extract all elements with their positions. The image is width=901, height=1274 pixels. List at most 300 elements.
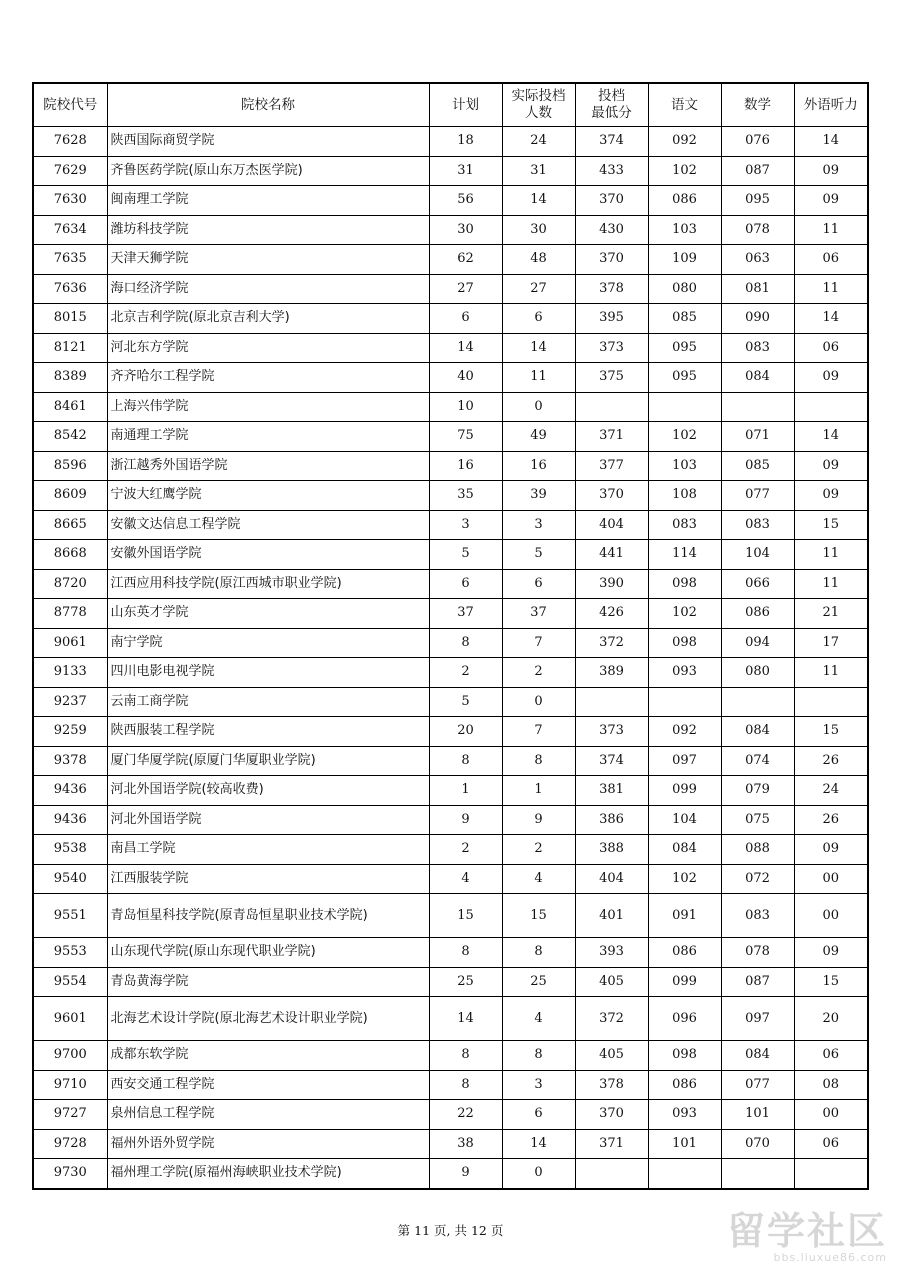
cell-math: 077 [721, 1070, 794, 1100]
cell-math: 104 [721, 540, 794, 570]
cell-actual: 2 [502, 658, 575, 688]
cell-code: 8461 [33, 392, 107, 422]
cell-chinese [648, 392, 721, 422]
cell-min-score: 388 [575, 835, 648, 865]
table-row [33, 569, 868, 599]
cell-min-score: 405 [575, 967, 648, 997]
cell-math: 083 [721, 510, 794, 540]
cell-listening [794, 1159, 868, 1189]
cell-name: 河北外国语学院 [107, 805, 429, 835]
cell-name: 江西服装学院 [107, 864, 429, 894]
cell-min-score: 405 [575, 1041, 648, 1071]
cell-chinese: 085 [648, 304, 721, 334]
cell-actual: 3 [502, 1070, 575, 1100]
cell-listening: 15 [794, 967, 868, 997]
cell-listening: 24 [794, 776, 868, 806]
cell-name: 云南工商学院 [107, 687, 429, 717]
header-chinese: 语文 [648, 83, 721, 127]
cell-min-score: 374 [575, 127, 648, 157]
header-row [33, 83, 868, 127]
cell-listening: 15 [794, 717, 868, 747]
header-actual [502, 83, 575, 127]
cell-name: 南昌工学院 [107, 835, 429, 865]
cell-code: 9727 [33, 1100, 107, 1130]
cell-chinese: 093 [648, 1100, 721, 1130]
cell-math: 076 [721, 127, 794, 157]
cell-plan: 2 [429, 835, 502, 865]
cell-listening: 09 [794, 156, 868, 186]
cell-code: 7636 [33, 274, 107, 304]
cell-name: 山东英才学院 [107, 599, 429, 629]
cell-plan: 8 [429, 628, 502, 658]
cell-plan: 9 [429, 1159, 502, 1189]
table-row [33, 938, 868, 968]
cell-actual: 6 [502, 1100, 575, 1130]
cell-plan: 18 [429, 127, 502, 157]
cell-listening: 21 [794, 599, 868, 629]
table-row [33, 540, 868, 570]
cell-listening: 11 [794, 569, 868, 599]
cell-plan: 37 [429, 599, 502, 629]
cell-min-score: 393 [575, 938, 648, 968]
cell-listening: 09 [794, 835, 868, 865]
cell-chinese: 102 [648, 599, 721, 629]
cell-chinese: 099 [648, 776, 721, 806]
cell-listening: 26 [794, 746, 868, 776]
cell-min-score: 375 [575, 363, 648, 393]
cell-code: 8596 [33, 451, 107, 481]
cell-math: 078 [721, 938, 794, 968]
cell-chinese: 086 [648, 186, 721, 216]
cell-math: 090 [721, 304, 794, 334]
cell-code: 7634 [33, 215, 107, 245]
cell-math: 084 [721, 1041, 794, 1071]
table-row [33, 1041, 868, 1071]
cell-code: 8121 [33, 333, 107, 363]
cell-min-score: 389 [575, 658, 648, 688]
cell-plan: 6 [429, 569, 502, 599]
cell-math: 097 [721, 997, 794, 1041]
cell-plan: 5 [429, 687, 502, 717]
cell-chinese: 109 [648, 245, 721, 275]
cell-chinese: 108 [648, 481, 721, 511]
cell-listening: 11 [794, 274, 868, 304]
cell-code: 8542 [33, 422, 107, 452]
cell-actual: 5 [502, 540, 575, 570]
cell-listening: 06 [794, 1129, 868, 1159]
cell-min-score: 395 [575, 304, 648, 334]
cell-plan: 6 [429, 304, 502, 334]
table-row [33, 333, 868, 363]
cell-listening: 20 [794, 997, 868, 1041]
cell-code: 9553 [33, 938, 107, 968]
cell-plan: 10 [429, 392, 502, 422]
cell-math [721, 392, 794, 422]
cell-actual: 7 [502, 628, 575, 658]
cell-plan: 8 [429, 1041, 502, 1071]
cell-chinese: 101 [648, 1129, 721, 1159]
page-footer: 第 11 页, 共 12 页 [397, 1223, 504, 1238]
cell-plan: 22 [429, 1100, 502, 1130]
cell-min-score: 370 [575, 186, 648, 216]
table-row [33, 717, 868, 747]
table-row [33, 599, 868, 629]
table-row [33, 894, 868, 938]
cell-code: 8609 [33, 481, 107, 511]
cell-math [721, 1159, 794, 1189]
cell-chinese: 098 [648, 628, 721, 658]
cell-listening: 06 [794, 333, 868, 363]
cell-actual: 14 [502, 333, 575, 363]
watermark-url: bbs.liuxue86.com [773, 1251, 887, 1264]
cell-math: 087 [721, 967, 794, 997]
cell-actual: 39 [502, 481, 575, 511]
header-min-score [575, 83, 648, 127]
header-plan: 计划 [429, 83, 502, 127]
cell-actual: 24 [502, 127, 575, 157]
cell-min-score: 373 [575, 333, 648, 363]
cell-math: 066 [721, 569, 794, 599]
cell-plan: 14 [429, 997, 502, 1041]
cell-code: 8720 [33, 569, 107, 599]
table-row [33, 127, 868, 157]
cell-actual: 49 [502, 422, 575, 452]
cell-min-score: 430 [575, 215, 648, 245]
cell-name: 安徽外国语学院 [107, 540, 429, 570]
cell-min-score: 404 [575, 864, 648, 894]
cell-name: 陕西服装工程学院 [107, 717, 429, 747]
cell-actual: 11 [502, 363, 575, 393]
cell-math: 085 [721, 451, 794, 481]
header-actual-line2: 人数 [525, 105, 552, 121]
cell-chinese: 080 [648, 274, 721, 304]
cell-listening: 06 [794, 245, 868, 275]
cell-code: 9436 [33, 805, 107, 835]
cell-chinese: 102 [648, 156, 721, 186]
cell-listening: 11 [794, 658, 868, 688]
cell-listening: 26 [794, 805, 868, 835]
cell-code: 7628 [33, 127, 107, 157]
cell-code: 9551 [33, 894, 107, 938]
cell-chinese: 095 [648, 333, 721, 363]
cell-min-score: 426 [575, 599, 648, 629]
table-row [33, 1129, 868, 1159]
cell-name: 南通理工学院 [107, 422, 429, 452]
cell-chinese: 093 [648, 658, 721, 688]
cell-min-score: 378 [575, 1070, 648, 1100]
cell-code: 9554 [33, 967, 107, 997]
table-row [33, 1100, 868, 1130]
cell-code: 7629 [33, 156, 107, 186]
cell-math: 084 [721, 717, 794, 747]
cell-plan: 1 [429, 776, 502, 806]
cell-name: 青岛黄海学院 [107, 967, 429, 997]
cell-actual: 14 [502, 1129, 575, 1159]
cell-chinese: 103 [648, 451, 721, 481]
cell-code: 9730 [33, 1159, 107, 1189]
table-row [33, 864, 868, 894]
cell-actual: 4 [502, 864, 575, 894]
cell-code: 9700 [33, 1041, 107, 1071]
cell-code: 9540 [33, 864, 107, 894]
table-row [33, 687, 868, 717]
cell-name: 南宁学院 [107, 628, 429, 658]
cell-math: 080 [721, 658, 794, 688]
cell-listening: 14 [794, 304, 868, 334]
cell-actual: 9 [502, 805, 575, 835]
table-row [33, 997, 868, 1041]
cell-min-score: 370 [575, 245, 648, 275]
table-row [33, 746, 868, 776]
header-min-line2: 最低分 [591, 105, 632, 121]
table-row [33, 422, 868, 452]
cell-math: 084 [721, 363, 794, 393]
cell-plan: 15 [429, 894, 502, 938]
cell-plan: 56 [429, 186, 502, 216]
table-row [33, 1070, 868, 1100]
cell-name: 四川电影电视学院 [107, 658, 429, 688]
cell-math: 101 [721, 1100, 794, 1130]
cell-actual: 8 [502, 746, 575, 776]
cell-plan: 35 [429, 481, 502, 511]
cell-chinese: 096 [648, 997, 721, 1041]
cell-listening [794, 392, 868, 422]
cell-name: 成都东软学院 [107, 1041, 429, 1071]
cell-name: 闽南理工学院 [107, 186, 429, 216]
cell-name: 上海兴伟学院 [107, 392, 429, 422]
cell-actual: 30 [502, 215, 575, 245]
cell-plan: 27 [429, 274, 502, 304]
cell-actual: 8 [502, 1041, 575, 1071]
cell-min-score: 381 [575, 776, 648, 806]
cell-min-score: 401 [575, 894, 648, 938]
cell-code: 9601 [33, 997, 107, 1041]
table-row [33, 835, 868, 865]
cell-actual: 48 [502, 245, 575, 275]
cell-actual: 6 [502, 304, 575, 334]
cell-actual: 37 [502, 599, 575, 629]
watermark-logo [727, 1211, 887, 1264]
cell-min-score: 370 [575, 481, 648, 511]
cell-listening: 11 [794, 540, 868, 570]
cell-name: 泉州信息工程学院 [107, 1100, 429, 1130]
cell-code: 8778 [33, 599, 107, 629]
cell-listening: 11 [794, 215, 868, 245]
cell-min-score: 377 [575, 451, 648, 481]
cell-actual: 0 [502, 687, 575, 717]
cell-min-score: 373 [575, 717, 648, 747]
cell-chinese: 097 [648, 746, 721, 776]
table-row [33, 245, 868, 275]
cell-name: 北海艺术设计学院(原北海艺术设计职业学院) [107, 997, 429, 1041]
cell-actual: 3 [502, 510, 575, 540]
table-body [33, 127, 868, 1189]
cell-listening: 06 [794, 1041, 868, 1071]
cell-math: 078 [721, 215, 794, 245]
table-row [33, 215, 868, 245]
cell-plan: 40 [429, 363, 502, 393]
cell-chinese: 091 [648, 894, 721, 938]
cell-min-score: 404 [575, 510, 648, 540]
cell-plan: 5 [429, 540, 502, 570]
cell-actual: 6 [502, 569, 575, 599]
cell-listening: 00 [794, 894, 868, 938]
cell-plan: 20 [429, 717, 502, 747]
cell-code: 8668 [33, 540, 107, 570]
cell-min-score: 370 [575, 1100, 648, 1130]
cell-min-score: 374 [575, 746, 648, 776]
cell-plan: 38 [429, 1129, 502, 1159]
cell-actual: 8 [502, 938, 575, 968]
cell-chinese [648, 687, 721, 717]
cell-math: 083 [721, 333, 794, 363]
cell-actual: 4 [502, 997, 575, 1041]
cell-code: 9237 [33, 687, 107, 717]
cell-min-score [575, 1159, 648, 1189]
cell-chinese: 092 [648, 717, 721, 747]
cell-plan: 16 [429, 451, 502, 481]
table-row [33, 628, 868, 658]
cell-name: 厦门华厦学院(原厦门华厦职业学院) [107, 746, 429, 776]
cell-plan: 8 [429, 938, 502, 968]
cell-code: 9133 [33, 658, 107, 688]
cell-chinese: 104 [648, 805, 721, 835]
cell-chinese: 103 [648, 215, 721, 245]
cell-min-score: 441 [575, 540, 648, 570]
cell-chinese: 084 [648, 835, 721, 865]
cell-math: 077 [721, 481, 794, 511]
cell-listening [794, 687, 868, 717]
cell-listening: 00 [794, 864, 868, 894]
header-name: 院校名称 [107, 83, 429, 127]
cell-math: 094 [721, 628, 794, 658]
cell-code: 9378 [33, 746, 107, 776]
header-actual-line1: 实际投档 [511, 88, 566, 104]
cell-name: 安徽文达信息工程学院 [107, 510, 429, 540]
cell-name: 青岛恒星科技学院(原青岛恒星职业技术学院) [107, 894, 429, 938]
cell-math [721, 687, 794, 717]
cell-math: 088 [721, 835, 794, 865]
cell-math: 095 [721, 186, 794, 216]
cell-name: 潍坊科技学院 [107, 215, 429, 245]
table-row [33, 481, 868, 511]
cell-plan: 9 [429, 805, 502, 835]
cell-math: 072 [721, 864, 794, 894]
cell-code: 9259 [33, 717, 107, 747]
table-row [33, 156, 868, 186]
header-listening: 外语听力 [794, 83, 868, 127]
cell-plan: 75 [429, 422, 502, 452]
cell-actual: 31 [502, 156, 575, 186]
table-row [33, 304, 868, 334]
header-code: 院校代号 [33, 83, 107, 127]
cell-chinese: 098 [648, 1041, 721, 1071]
cell-code: 7630 [33, 186, 107, 216]
cell-actual: 0 [502, 392, 575, 422]
cell-plan: 8 [429, 1070, 502, 1100]
cell-min-score: 372 [575, 997, 648, 1041]
cell-listening: 14 [794, 422, 868, 452]
cell-math: 087 [721, 156, 794, 186]
table-row [33, 510, 868, 540]
header-math: 数学 [721, 83, 794, 127]
cell-math: 074 [721, 746, 794, 776]
cell-name: 河北东方学院 [107, 333, 429, 363]
cell-code: 9728 [33, 1129, 107, 1159]
cell-listening: 15 [794, 510, 868, 540]
cell-math: 071 [721, 422, 794, 452]
cell-plan: 14 [429, 333, 502, 363]
cell-code: 9436 [33, 776, 107, 806]
cell-name: 浙江越秀外国语学院 [107, 451, 429, 481]
cell-chinese: 083 [648, 510, 721, 540]
table-row [33, 805, 868, 835]
table-row [33, 186, 868, 216]
table-row [33, 967, 868, 997]
table-row [33, 451, 868, 481]
cell-name: 陕西国际商贸学院 [107, 127, 429, 157]
cell-min-score: 371 [575, 422, 648, 452]
cell-actual: 27 [502, 274, 575, 304]
cell-chinese: 086 [648, 1070, 721, 1100]
cell-min-score [575, 392, 648, 422]
cell-actual: 2 [502, 835, 575, 865]
table-row [33, 658, 868, 688]
cell-code: 8015 [33, 304, 107, 334]
cell-name: 天津天狮学院 [107, 245, 429, 275]
cell-plan: 25 [429, 967, 502, 997]
cell-chinese: 092 [648, 127, 721, 157]
cell-math: 075 [721, 805, 794, 835]
cell-code: 7635 [33, 245, 107, 275]
watermark-title: 留学社区 [726, 1209, 887, 1253]
cell-chinese: 095 [648, 363, 721, 393]
cell-math: 070 [721, 1129, 794, 1159]
cell-listening: 09 [794, 938, 868, 968]
cell-name: 西安交通工程学院 [107, 1070, 429, 1100]
cell-plan: 8 [429, 746, 502, 776]
cell-plan: 4 [429, 864, 502, 894]
cell-name: 宁波大红鹰学院 [107, 481, 429, 511]
cell-listening: 09 [794, 481, 868, 511]
cell-listening: 09 [794, 451, 868, 481]
cell-actual: 25 [502, 967, 575, 997]
table-row [33, 776, 868, 806]
cell-name: 北京吉利学院(原北京吉利大学) [107, 304, 429, 334]
cell-code: 9538 [33, 835, 107, 865]
header-min-line1: 投档 [598, 88, 625, 104]
cell-chinese: 114 [648, 540, 721, 570]
cell-actual: 16 [502, 451, 575, 481]
cell-chinese: 102 [648, 422, 721, 452]
cell-actual: 0 [502, 1159, 575, 1189]
cell-name: 河北外国语学院(较高收费) [107, 776, 429, 806]
table-row [33, 274, 868, 304]
cell-name: 齐鲁医药学院(原山东万杰医学院) [107, 156, 429, 186]
admissions-table [32, 82, 869, 1190]
cell-plan: 62 [429, 245, 502, 275]
cell-plan: 3 [429, 510, 502, 540]
table-row [33, 392, 868, 422]
cell-plan: 30 [429, 215, 502, 245]
cell-listening: 09 [794, 363, 868, 393]
cell-listening: 17 [794, 628, 868, 658]
cell-code: 9710 [33, 1070, 107, 1100]
cell-actual: 15 [502, 894, 575, 938]
cell-actual: 1 [502, 776, 575, 806]
table-row [33, 363, 868, 393]
cell-chinese [648, 1159, 721, 1189]
